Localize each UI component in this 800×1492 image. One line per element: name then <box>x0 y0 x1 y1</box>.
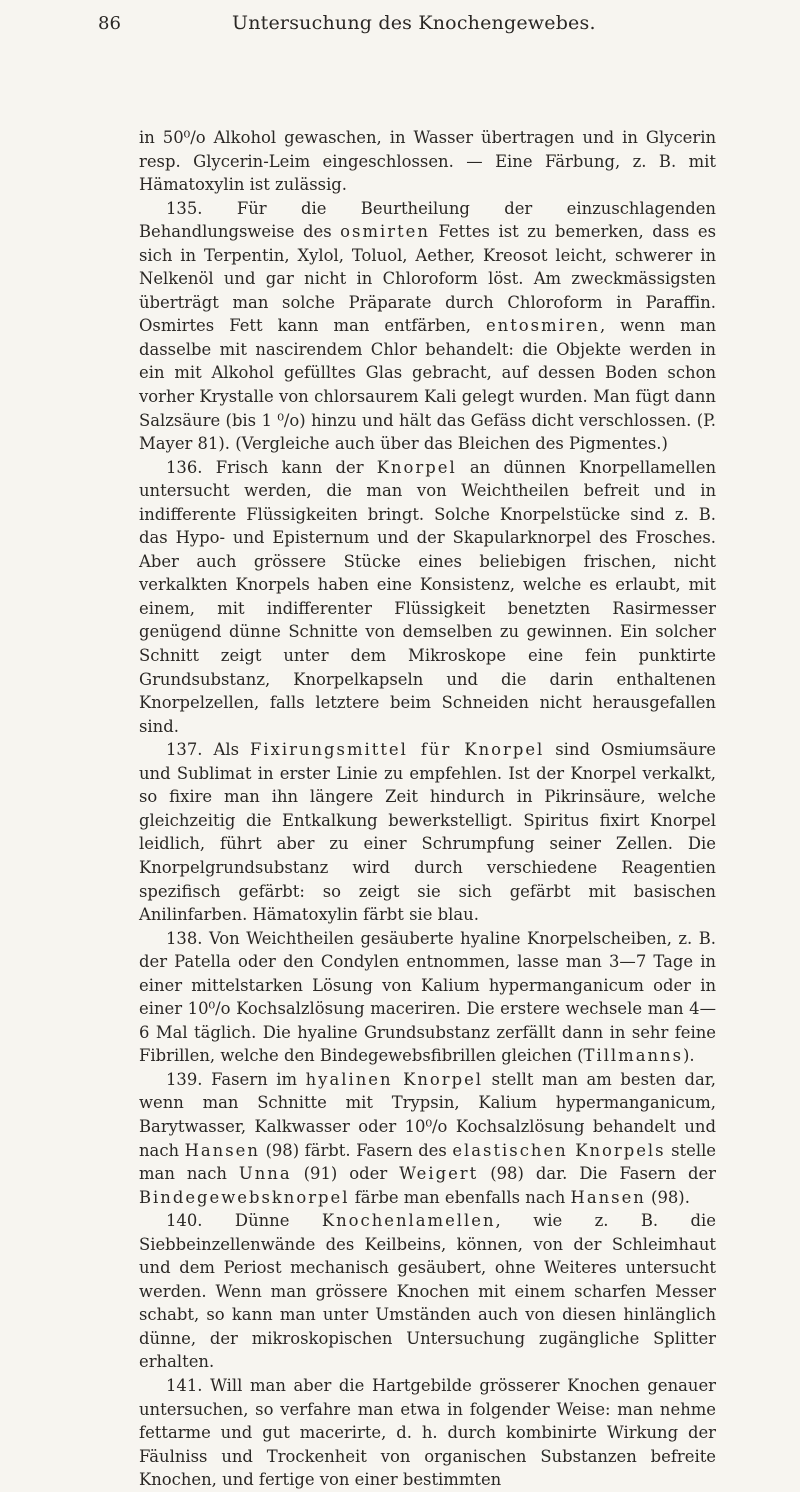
page-number: 86 <box>98 13 121 34</box>
term-fixirungsmittel: Fixirungsmittel für Knorpel <box>250 740 545 760</box>
term-knorpel: Knorpel <box>376 457 457 477</box>
paragraph-135: 135. Für die Beurtheilung der einzuschlagenden Behandlungsweise des osmirten Fettes ist zu bemerken, dass es sich in Terpentin, Xylol, Toluol, Aether, Kreosot leicht, schwerer in Nelkenöl und gar nicht in Chloroform löst. Am zweckmässigsten überträgt man solche Präparate durch Chloroform in Paraffin. Osmirtes Fett kann man entfärben, entosmiren, wenn man dasselbe mit nascirendem Chlor behandelt: die Objekte werden in ein mit Alkohol gefülltes Glas gebracht, auf dessen Boden schon vorher Krystalle von chlorsaurem Kali gelegt wurden. Man fügt dann Salzsäure (bis 1 ⁰/o) hinzu und hält das Gefäss dicht verschlossen. (P. Mayer 81). (Vergleiche auch über das Bleichen des Pigmentes.) <box>139 198 717 454</box>
author-tillmanns: Tillmanns <box>583 1046 684 1066</box>
author-unna: Unna <box>238 1164 292 1184</box>
term-bindegewebsknorpel: Bindegewebsknorpel <box>139 1187 350 1207</box>
page-header <box>0 0 800 60</box>
term-knochenlamellen: Knochenlamellen <box>321 1211 496 1231</box>
term-entosmiren: entosmiren <box>485 316 600 336</box>
author-weigert: Weigert <box>399 1164 479 1184</box>
term-hyalinen-knorpel: hyalinen Knorpel <box>305 1069 484 1089</box>
paragraph-138: 138. Von Weichtheilen gesäuberte hyaline Knorpelscheiben, z. B. der Patella oder den Condylen entnommen, lasse man 3—7 Tage in einer mittelstarken Lösung von Kalium hypermanganicum oder in einer 10⁰/o Kochsalzlösung maceriren. Die erstere wechsele man 4—6 Mal täglich. Die hyaline Grundsubstanz zerfällt dann in sehr feine Fibrillen, welche den Bindegewebsfibrillen gleichen (Tillmanns). <box>139 928 716 1066</box>
paragraph-137: 137. Als Fixirungsmittel für Knorpel sind Osmiumsäure und Sublimat in erster Linie zu empfehlen. Ist der Knorpel verkalkt, so fixire man ihn längere Zeit hindurch in Pikrinsäure, welche gleichzeitig die Entkalkung bewerkstelligt. Spiritus fixirt Knorpel leidlich, führt aber zu einer Schrumpfung seiner Zellen. Die Knorpelgrundsubstanz wird durch verschiedene Reagentien spezifisch gefärbt: so zeigt sie sich gefärbt mit basischen Anilinfarben. Hämatoxylin färbt sie blau. <box>139 740 716 925</box>
paragraph-136: 136. Frisch kann der Knorpel an dünnen Knorpellamellen untersucht werden, die man von Weichtheilen befreit und in indifferente Flüssigkeiten bringt. Solche Knorpelstücke sind z. B. das Hypo- und Episternum und der Skapularknorpel des Frosches. Aber auch grössere Stücke eines beliebigen frischen, nicht verkalkten Knorpels haben eine Konsistenz, welche es erlaubt, mit einem, mit indifferenter Flüssigkeit benetzten Rasirmesser genügend dünne Schnitte von demselben zu gewinnen. Ein solcher Schnitt zeigt unter dem Mikroskope eine fein punktirte Grundsubstanz, Knorpelkapseln und die darin enthaltenen Knorpelzellen, falls letztere beim Schneiden nicht herausgefallen sind. <box>139 457 716 736</box>
paragraph-continuation: in 50⁰/o Alkohol gewaschen, in Wasser übertragen und in Glycerin resp. Glycerin-Leim eingeschlossen. — Eine Färbung, z. B. mit Hämatoxylin ist zulässig. <box>139 128 716 195</box>
author-hansen: Hansen <box>570 1187 646 1207</box>
term-elastischen-knorpels: elastischen Knorpels <box>452 1140 666 1160</box>
paragraph-141: 141. Will man aber die Hartgebilde grösserer Knochen genauer untersuchen, so verfahre man etwa in folgender Weise: man nehme fettarme und gut macerirte, d. h. durch kombinirte Wirkung der Fäulniss und Trockenheit von organischen Substanzen befreite Knochen, und fertige von einer bestimmten <box>139 1375 716 1490</box>
paragraph-140: 140. Dünne Knochenlamellen, wie z. B. die Siebbeinzellenwände des Keilbeins, können, von der Schleimhaut und dem Periost mechanisch gesäubert, ohne Weiteres untersucht werden. Wenn man grössere Knochen mit einem scharfen Messer schabt, so kann man unter Umständen auch von diesen hinlänglich dünne, der mikroskopischen Untersuchung zugängliche Splitter erhalten. <box>139 1211 716 1372</box>
paragraph-139: 139. Fasern im hyalinen Knorpel stellt man am besten dar, wenn man Schnitte mit Trypsin, Kalium hypermanganicum, Barytwasser, Kalkwasser oder 10⁰/o Kochsalzlösung behandelt und nach Hansen (98) färbt. Fasern des elastischen Knorpels stelle man nach Unna (91) oder Weigert (98) dar. Die Fasern der Bindegewebsknorpel färbe man ebenfalls nach Hansen (98). <box>139 1069 717 1207</box>
author-hansen: Hansen <box>184 1140 260 1160</box>
body-text <box>139 126 716 1492</box>
term-osmirten: osmirten <box>340 222 430 242</box>
running-title: Untersuchung des Knochengewebes. <box>232 12 596 34</box>
